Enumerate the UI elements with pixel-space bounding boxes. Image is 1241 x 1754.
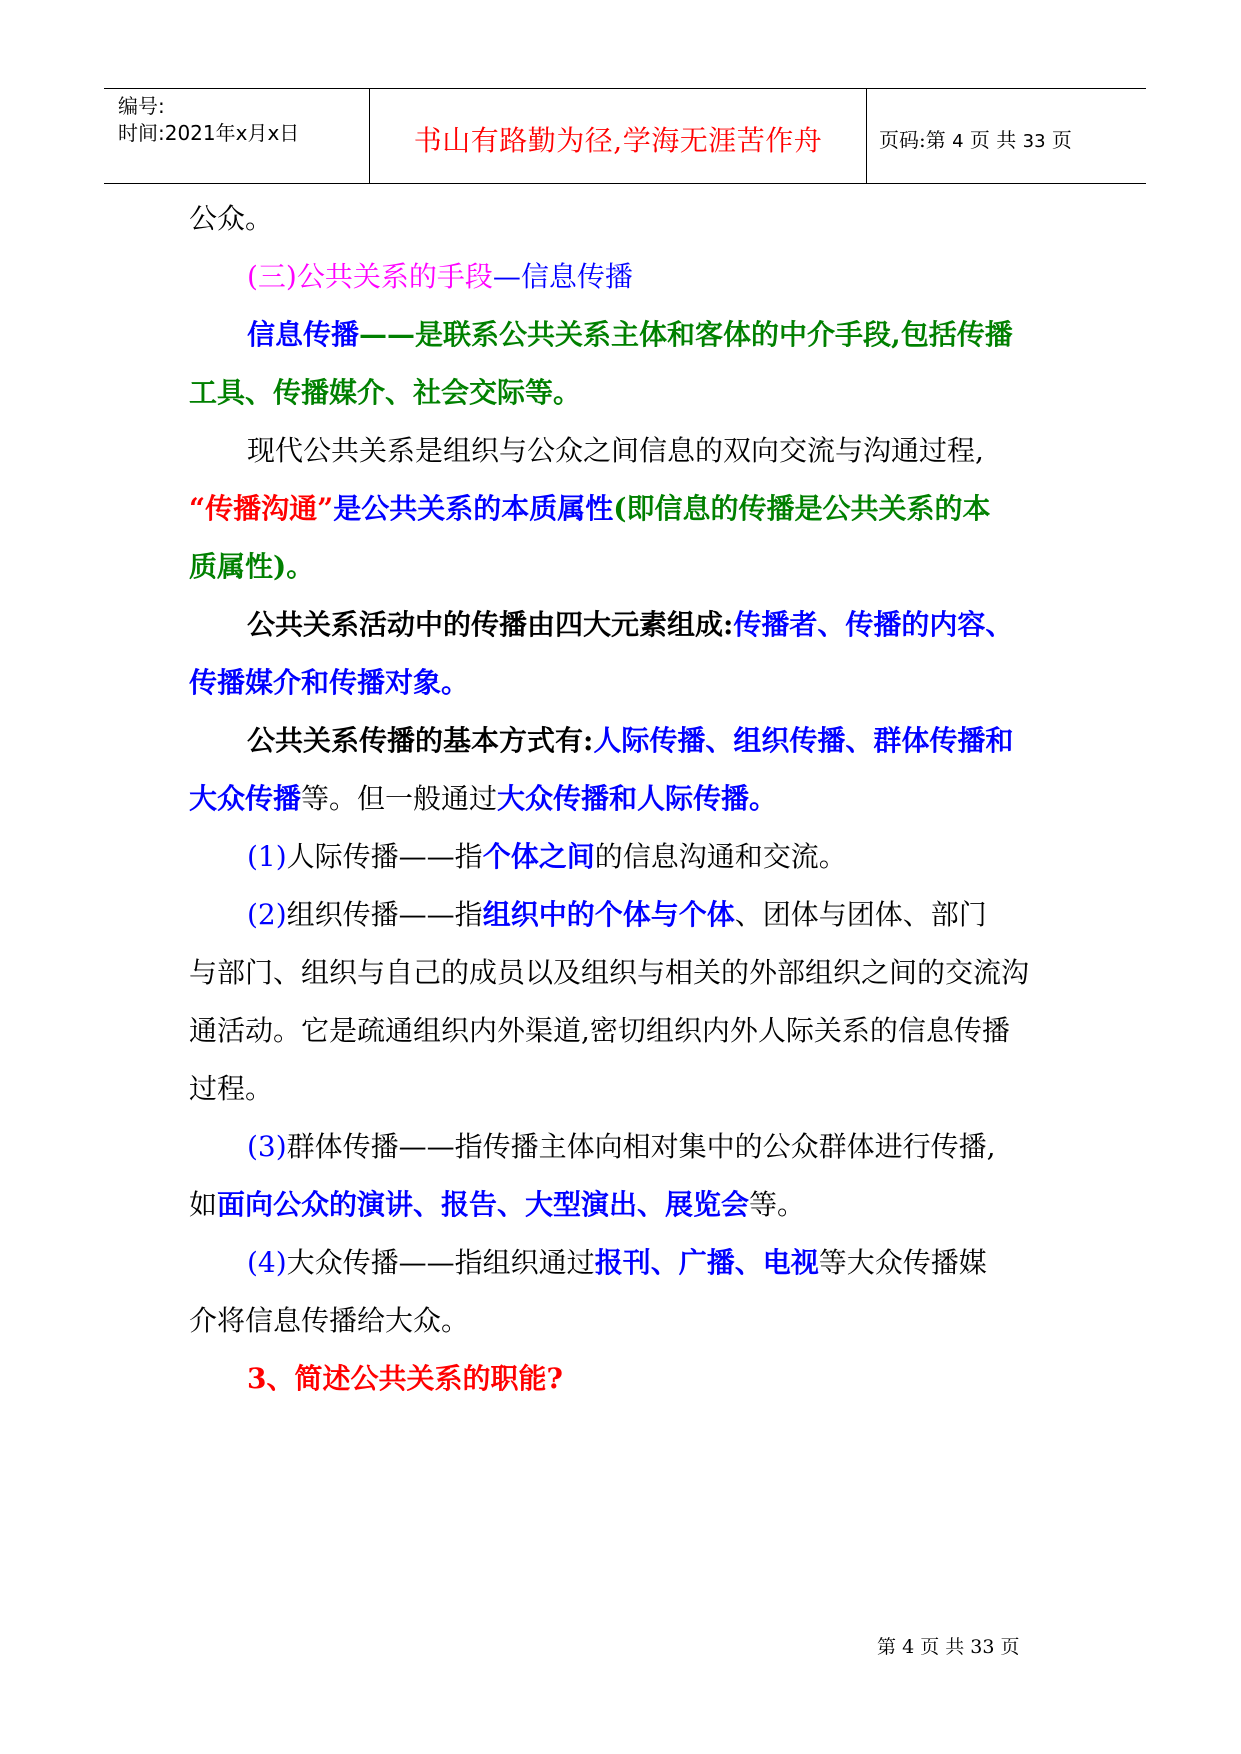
text-segment: 现代公共关系是组织与公众之间信息的双向交流与沟通过程, [247,434,984,467]
text-segment: (即信息的传播是公共关系的本 [613,492,991,525]
list-marker: (4) [247,1246,287,1279]
paragraph-continuation [189,186,1069,252]
list-item-organizational-cont2 [189,998,1069,1064]
text-segment: 与部门、组织与自己的成员以及组织与相关的外部组织之间的交流沟 [189,956,1030,989]
list-marker: (1) [247,840,287,873]
heading-segment: —信息传播 [492,260,633,293]
header-page-prefix: 页码:第 [879,128,946,152]
paragraph-elements [189,592,1127,658]
list-item-interpersonal [189,824,1127,890]
text-segment: 传播媒介和传播对象。 [189,666,470,699]
text-segment: “传播沟通” [189,492,334,525]
text-segment: 大众传播和人际传播。 [497,782,778,815]
text-segment: 公共关系活动中的传播由四大元素组成: [247,608,734,641]
text-segment: 报刊、广播、电视 [594,1246,819,1279]
footer-page-number: 4 [902,1636,915,1658]
list-item-organizational-cont [189,940,1069,1006]
paragraph-elements-cont [189,650,1069,716]
paragraph-methods [189,708,1127,774]
text-segment: 是公共关系的本质属性 [333,492,614,525]
footer-page-total: 33 [970,1636,995,1658]
text-segment: 大众传播 [189,782,302,815]
heading-segment: 3、简述公共关系的职能? [247,1362,563,1395]
paragraph-nature-cont [189,476,1069,542]
list-item-group-cont [189,1172,1069,1238]
list-item-organizational [189,882,1127,948]
list-marker: (3) [247,1130,287,1163]
text-segment: 等。但一般通过 [301,782,498,815]
document-number-label: 编号: [118,94,165,118]
paragraph-nature-cont2 [189,534,1069,600]
list-item-group [189,1114,1127,1180]
question-heading [189,1346,1127,1412]
text-segment: 个体之间 [482,840,595,873]
footer-prefix: 第 [877,1636,897,1658]
list-item-organizational-cont3 [189,1056,1069,1122]
list-item-mass [189,1230,1127,1296]
text-segment: 、团体与团体、部门 [734,898,987,931]
header-page-number: 4 [952,131,964,152]
paragraph-definition [189,302,1127,368]
page-footer [877,1632,1020,1659]
text-segment: 质属性)。 [189,550,315,583]
text-segment: 公共关系传播的基本方式有: [247,724,594,757]
text-segment: 传播者、传播的内容、 [733,608,1014,641]
text-segment: 的信息沟通和交流。 [594,840,847,873]
heading-segment: (三)公共关系的手段 [247,260,493,293]
text-segment: 通活动。它是疏通组织内外渠道,密切组织内外人际关系的信息传播 [189,1014,1010,1047]
text-segment: 等大众传播媒 [818,1246,987,1279]
text-segment: 介将信息传播给大众。 [189,1304,470,1337]
header-page-mid: 页 共 [969,128,1017,152]
header-info-cell [104,89,370,183]
header-page-indicator [879,124,1072,153]
paragraph-definition-cont [189,360,1069,426]
header-page-total: 33 [1022,131,1046,152]
text-segment: 工具、传播媒介、社会交际等。 [189,376,582,409]
text-segment: 如 [189,1188,218,1221]
text-segment: 大众传播——指组织通过 [286,1246,595,1279]
paragraph-methods-cont [189,766,1069,832]
text-segment: 人际传播——指 [286,840,483,873]
text-segment: 等。 [749,1188,806,1221]
header-motto-cell [370,89,867,183]
footer-suffix: 页 [1000,1636,1020,1658]
footer-mid: 页 共 [920,1636,965,1658]
text-segment: ——是联系公共关系主体和客体的中介手段,包括传播 [359,318,1013,351]
header-motto: 书山有路勤为径,学海无涯苦作舟 [413,124,823,157]
list-item-mass-cont [189,1288,1069,1354]
text-segment: 组织中的个体与个体 [482,898,735,931]
text-segment: 群体传播——指传播主体向相对集中的公众群体进行传播, [286,1130,996,1163]
header-page-suffix: 页 [1051,128,1072,152]
text-segment: 组织传播——指 [286,898,483,931]
text-segment: 公众。 [189,202,274,235]
text-segment: 面向公众的演讲、报告、大型演出、展览会 [217,1188,750,1221]
list-marker: (2) [247,898,287,931]
page-header [104,88,1146,184]
document-time-label: 时间:2021年x月x日 [118,121,300,145]
header-page-cell [867,89,1146,183]
text-segment: 人际传播、组织传播、群体传播和 [593,724,1014,757]
section-heading-means [189,244,1127,310]
term: 信息传播 [247,318,360,351]
text-segment: 过程。 [189,1072,274,1105]
paragraph-nature [189,418,1127,484]
